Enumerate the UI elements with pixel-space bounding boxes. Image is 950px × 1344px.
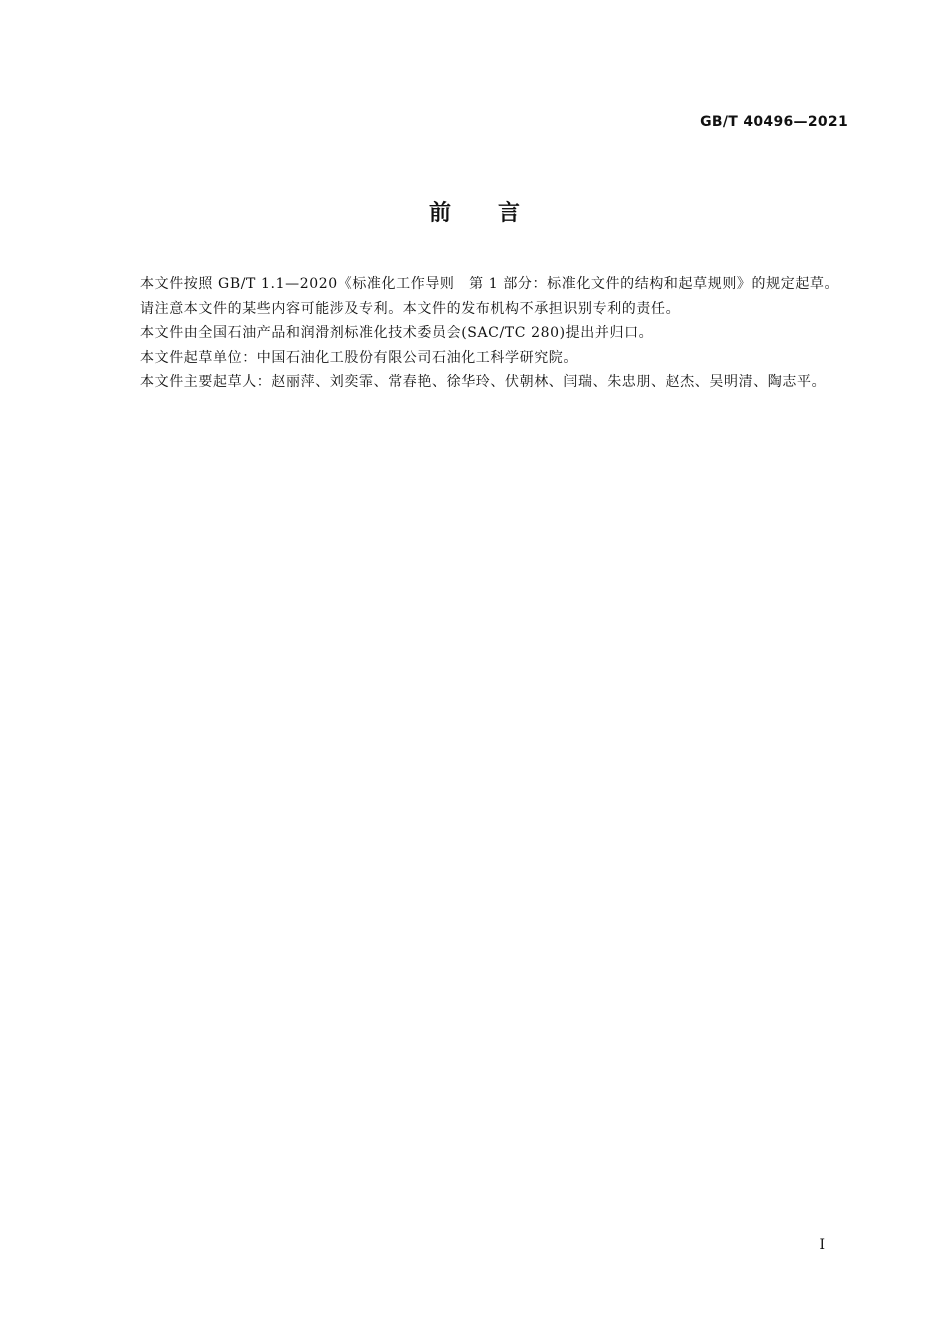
page-title: 前 言 xyxy=(428,201,521,226)
paragraph-drafting-rules: 本文件按照 GB/T 1.1—2020《标准化工作导则 第 1 部分：标准化文件的结构和起草规则》的规定起草。 xyxy=(140,276,840,292)
paragraph-committee: 本文件由全国石油产品和润滑剂标准化技术委员会(SAC/TC 280)提出并归口。 xyxy=(140,325,654,341)
page-number: I xyxy=(819,1237,825,1253)
paragraph-drafting-unit: 本文件起草单位：中国石油化工股份有限公司石油化工科学研究院。 xyxy=(140,349,578,366)
standard-code: GB/T 40496—2021 xyxy=(700,114,848,130)
paragraph-patent-notice: 请注意本文件的某些内容可能涉及专利。本文件的发布机构不承担识别专利的责任。 xyxy=(140,300,681,317)
paragraph-drafters: 本文件主要起草人：赵丽萍、刘奕霏、常春艳、徐华玲、伏朝林、闫瑞、朱忠朋、赵杰、吴明清、陶志平。 xyxy=(140,374,827,390)
foreword-body xyxy=(112,272,849,395)
